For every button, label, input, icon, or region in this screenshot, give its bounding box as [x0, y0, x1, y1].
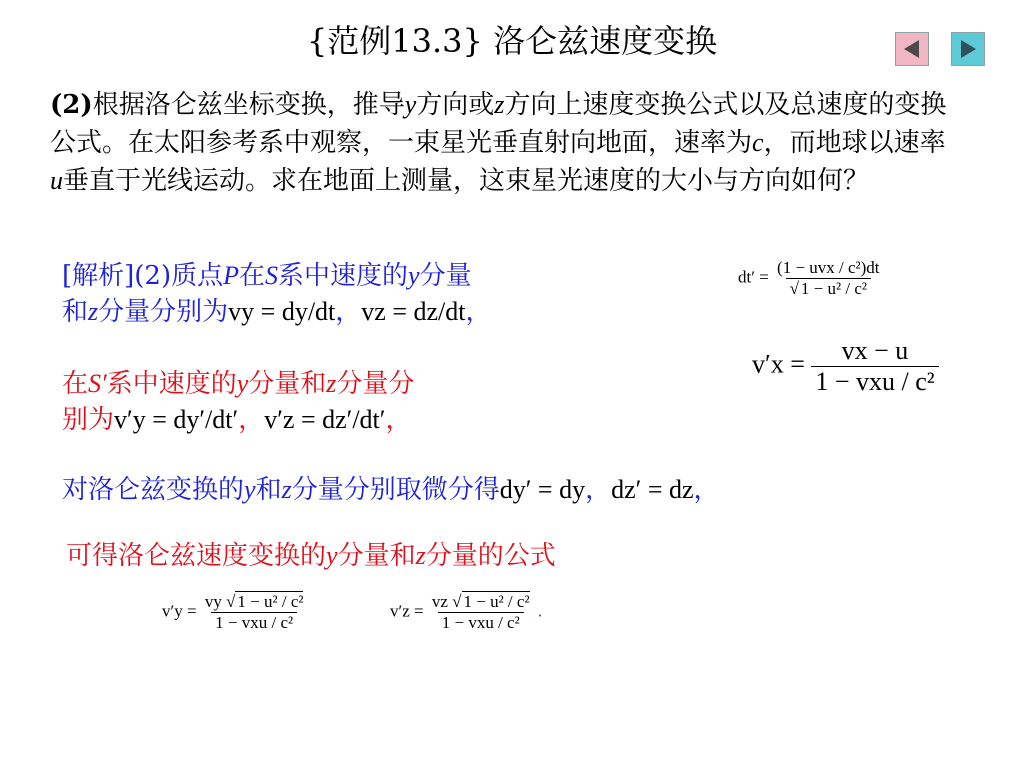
eq-vy-prime: v′y = dy′/dt′	[114, 405, 239, 434]
var-y: y	[408, 261, 420, 290]
analysis-heading: [解析](2)质点	[62, 261, 224, 291]
var-z: z	[326, 369, 337, 398]
formula-period: .	[537, 601, 543, 621]
var-S-prime: S′	[88, 369, 107, 398]
text: 系中速度的	[278, 261, 409, 291]
text: 别为	[62, 405, 115, 435]
sqrt-content: 1 − u² / c²	[237, 592, 304, 611]
text: 在	[62, 369, 89, 399]
var-S: S	[265, 261, 279, 290]
eq-vz-prime: v′z = dz′/dt′	[264, 405, 386, 434]
text: vz	[431, 592, 448, 611]
text: 分量	[419, 261, 472, 291]
triangle-right-icon	[952, 33, 984, 65]
triangle-left-icon	[896, 33, 928, 65]
formula-dt-prime	[738, 258, 884, 299]
var-y: y	[326, 541, 338, 570]
fraction	[428, 592, 534, 633]
text: ，	[335, 297, 362, 327]
text: 对洛仑兹变换的	[62, 475, 245, 505]
analysis-differentials	[62, 472, 962, 508]
eq-dy: dy′ = dy	[499, 475, 586, 504]
text: 在	[239, 261, 266, 291]
formula-vz-prime	[390, 592, 542, 633]
problem-text	[50, 86, 950, 200]
text: ，	[385, 405, 412, 435]
var-y: y	[244, 475, 256, 504]
text: ，	[693, 475, 720, 505]
text: 分量的公式	[425, 541, 556, 571]
formula-lhs: v′x =	[752, 349, 805, 379]
analysis-velocity-s	[62, 258, 622, 330]
formula-lhs: v′z =	[390, 601, 424, 621]
text: 和	[62, 297, 89, 327]
problem-text-5: 垂直于光线运动。求在地面上测量，这束星光速度的大小与方向如何？	[63, 166, 870, 196]
var-z: z	[281, 475, 292, 504]
prev-slide-button[interactable]	[895, 32, 929, 66]
var-c: c	[752, 128, 764, 157]
fraction	[773, 258, 884, 299]
var-z: z	[494, 90, 505, 119]
problem-part-label: (2)	[50, 90, 93, 120]
text: 系中速度的	[106, 369, 237, 399]
var-u: u	[50, 166, 63, 195]
text: 和	[255, 475, 282, 505]
text: 分量分别为	[98, 297, 229, 327]
fraction	[811, 336, 938, 397]
problem-text-4: ，而地球以速率	[763, 128, 946, 158]
eq-dz: dz′ = dz	[611, 475, 694, 504]
denominator: √ 1 − u² / c²	[786, 278, 871, 299]
sqrt-content: 1 − u² / c²	[463, 592, 530, 611]
problem-text-3: 方向上速度变换公式以及总速度的变换公式。在太阳参考系中观察，一束星光垂直射向地面，速率为	[50, 90, 947, 158]
analysis-result-intro	[66, 538, 866, 574]
denominator: 1 − vxu / c²	[211, 612, 297, 633]
problem-text-1: 根据洛仑兹坐标变换，推导	[92, 90, 405, 120]
numerator: (1 − uvx / c²)dt	[777, 258, 880, 277]
text: ，	[585, 475, 612, 505]
text: 分量和	[337, 541, 416, 571]
formula-vx-prime	[752, 336, 939, 397]
numerator: vx − u	[841, 336, 909, 365]
text: 分量和	[248, 369, 327, 399]
text: 分量分别取微分得	[291, 475, 500, 505]
formula-lhs: v′y =	[162, 601, 197, 621]
text: ，	[465, 297, 492, 327]
eq-vy: vy = dy/dt	[228, 297, 336, 326]
text: ，	[238, 405, 265, 435]
var-z: z	[88, 297, 99, 326]
var-y: y	[404, 90, 417, 119]
text: 可得洛仑兹速度变换的	[66, 541, 327, 571]
var-y: y	[236, 369, 249, 398]
formula-vy-prime	[162, 592, 307, 633]
sqrt-content: 1 − u² / c²	[800, 279, 867, 298]
next-slide-button[interactable]	[951, 32, 985, 66]
var-z: z	[415, 541, 426, 570]
slide-title: {范例13.3} 洛仑兹速度变换	[306, 22, 718, 60]
problem-text-2: 方向或	[416, 90, 495, 120]
denominator: 1 − vxu / c²	[438, 612, 524, 633]
var-P: P	[223, 261, 240, 290]
text: 分量分	[336, 369, 415, 399]
numerator: vy √ 1 − u² / c²	[204, 592, 304, 611]
text: vy	[204, 592, 222, 611]
numerator: vz √ 1 − u² / c²	[431, 592, 530, 611]
denominator: 1 − vxu / c²	[811, 366, 938, 397]
eq-vz: vz = dz/dt	[361, 297, 466, 326]
fraction	[201, 592, 308, 633]
formula-lhs: dt′ =	[738, 267, 769, 287]
analysis-velocity-s-prime	[62, 366, 622, 438]
